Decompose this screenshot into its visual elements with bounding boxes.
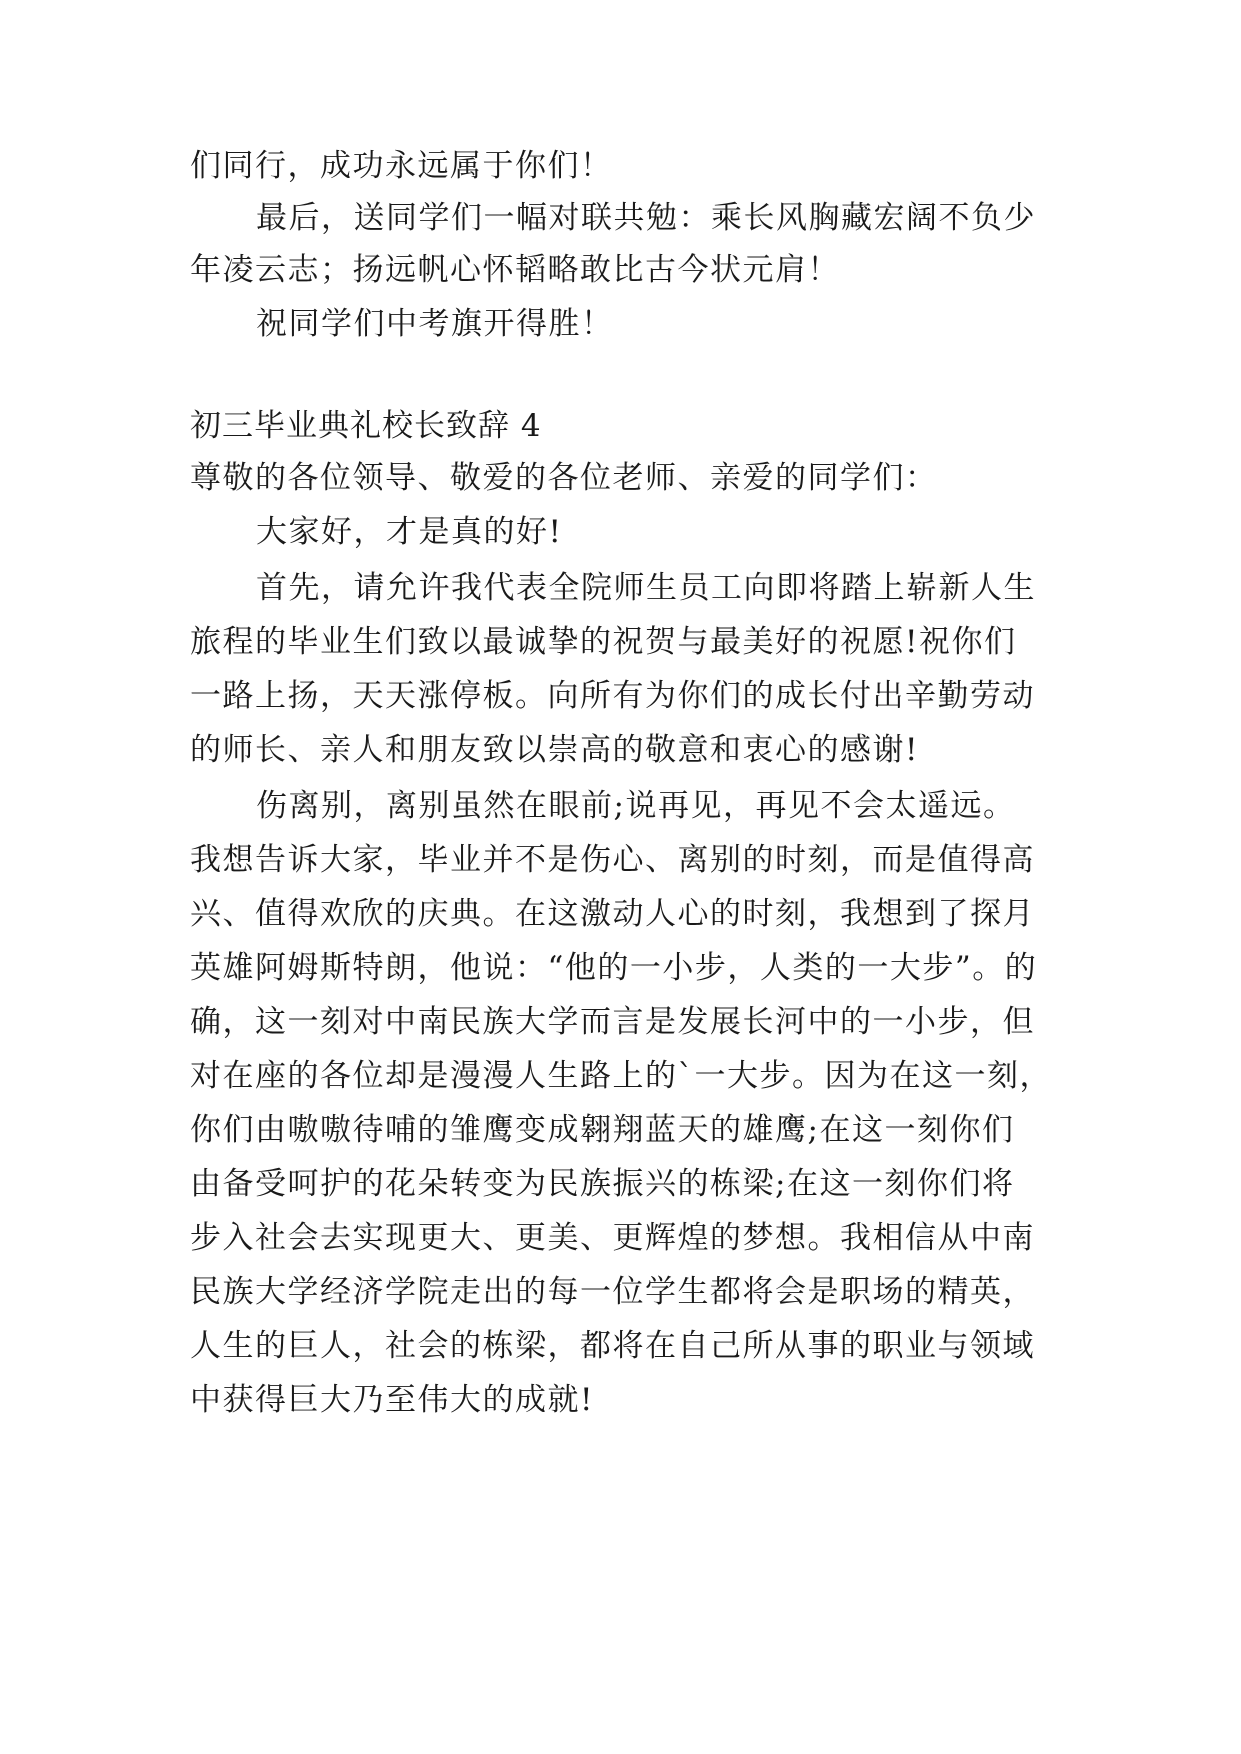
first-paragraph-line: 首先，请允许我代表全院师生员工向即将踏上崭新人生 xyxy=(256,570,1036,606)
continuation-line: 们同行，成功永远属于你们！ xyxy=(190,148,613,184)
farewell-paragraph-line: 中获得巨大乃至伟大的成就! xyxy=(190,1382,594,1418)
farewell-paragraph-line: 我想告诉大家，毕业并不是伤心、离别的时刻，而是值得高 xyxy=(190,842,1035,878)
farewell-paragraph-line: 由备受呵护的花朵转变为民族振兴的栋梁;在这一刻你们将 xyxy=(190,1166,1015,1202)
farewell-paragraph-line: 民族大学经济学院走出的每一位学生都将会是职场的精英， xyxy=(190,1274,1035,1310)
first-paragraph-line: 一路上扬，天天涨停板。向所有为你们的成长付出辛勤劳动 xyxy=(190,678,1035,714)
wish-paragraph-line: 祝同学们中考旗开得胜！ xyxy=(256,306,614,342)
farewell-paragraph-line: 确，这一刻对中南民族大学而言是发展长河中的一小步，但 xyxy=(190,1004,1035,1040)
farewell-paragraph-line: 英雄阿姆斯特朗，他说：“他的一小步，人类的一大步”。的 xyxy=(190,950,1038,986)
first-paragraph-line: 的师长、亲人和朋友致以崇高的敬意和衷心的感谢! xyxy=(190,732,919,768)
farewell-paragraph-line: 对在座的各位却是漫漫人生路上的`一大步。因为在这一刻， xyxy=(190,1058,1052,1094)
greeting-paragraph-line: 大家好，才是真的好! xyxy=(256,514,563,550)
couplet-paragraph-line: 最后，送同学们一幅对联共勉：乘长风胸藏宏阔不负少 xyxy=(256,200,1036,236)
section-title: 初三毕业典礼校长致辞 4 xyxy=(190,408,542,444)
farewell-paragraph-line: 兴、值得欢欣的庆典。在这激动人心的时刻，我想到了探月 xyxy=(190,896,1035,932)
salutation: 尊敬的各位领导、敬爱的各位老师、亲爱的同学们： xyxy=(190,460,938,496)
couplet-paragraph-line: 年凌云志；扬远帆心怀韬略敢比古今状元肩！ xyxy=(190,252,840,288)
first-paragraph-line: 旅程的毕业生们致以最诚挚的祝贺与最美好的祝愿!祝你们 xyxy=(190,624,1017,660)
farewell-paragraph-line: 人生的巨人，社会的栋梁，都将在自己所从事的职业与领域 xyxy=(190,1328,1035,1364)
farewell-paragraph-line: 步入社会去实现更大、更美、更辉煌的梦想。我相信从中南 xyxy=(190,1220,1035,1256)
farewell-paragraph-line: 你们由嗷嗷待哺的雏鹰变成翱翔蓝天的雄鹰;在这一刻你们 xyxy=(190,1112,1015,1148)
farewell-paragraph-line: 伤离别，离别虽然在眼前;说再见，再见不会太遥远。 xyxy=(256,788,1016,824)
